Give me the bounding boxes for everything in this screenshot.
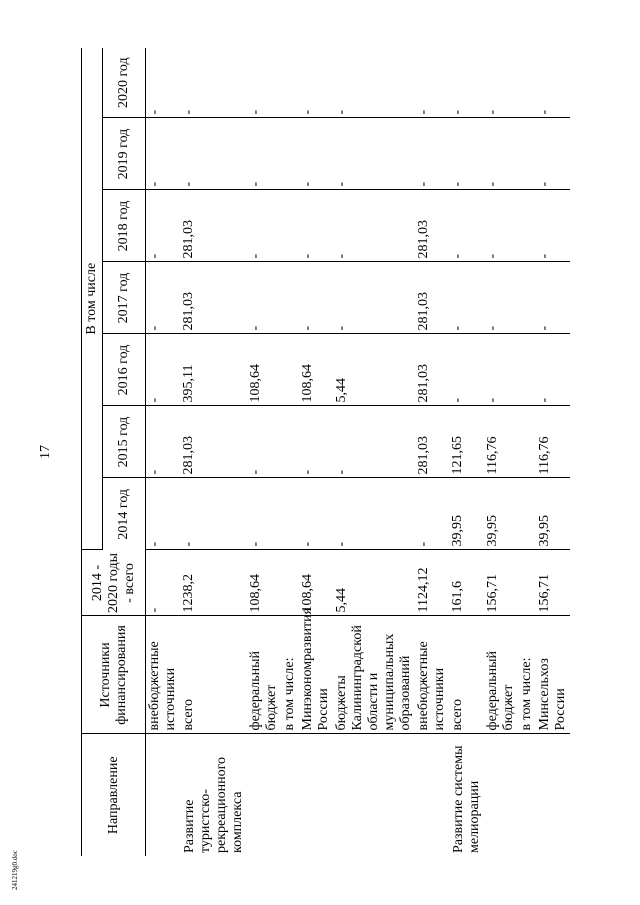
cell-year-value: - xyxy=(484,118,518,190)
table-row xyxy=(415,48,449,856)
page-number: 17 xyxy=(38,445,53,459)
cell-year-value: - xyxy=(449,48,484,118)
cell-year-value xyxy=(518,190,536,262)
cell-total: 108,64 xyxy=(247,550,281,616)
header-year-2015: 2015 год xyxy=(103,406,146,478)
cell-year-value xyxy=(518,406,536,478)
table-row xyxy=(484,48,518,856)
cell-year-value: 116,76 xyxy=(536,406,570,478)
cell-year-value: - xyxy=(536,48,570,118)
cell-year-value: - xyxy=(333,478,415,550)
cell-direction xyxy=(247,734,281,856)
cell-year-value: - xyxy=(180,478,247,550)
cell-total xyxy=(281,550,299,616)
cell-year-value xyxy=(281,478,299,550)
cell-year-value: - xyxy=(333,190,415,262)
cell-year-value: - xyxy=(146,118,181,190)
cell-year-value: - xyxy=(146,190,181,262)
cell-year-value xyxy=(281,262,299,334)
cell-year-value: - xyxy=(247,262,281,334)
cell-year-value xyxy=(281,406,299,478)
cell-source: внебюджетные источники xyxy=(415,616,449,734)
cell-year-value: - xyxy=(449,262,484,334)
cell-year-value: 281,03 xyxy=(180,406,247,478)
cell-year-value: - xyxy=(484,48,518,118)
cell-year-value: 281,03 xyxy=(180,262,247,334)
cell-year-value: - xyxy=(415,48,449,118)
cell-year-value xyxy=(518,262,536,334)
cell-source: федеральный бюджет xyxy=(247,616,281,734)
cell-direction: Развитие системы мелиорации xyxy=(451,745,482,853)
cell-total: 156,71 xyxy=(536,550,570,616)
cell-year-value: - xyxy=(146,478,181,550)
cell-year-value: - xyxy=(415,478,449,550)
cell-year-value: 108,64 xyxy=(299,334,333,406)
header-total: 2014 - 2020 годы - всего xyxy=(82,550,146,616)
cell-total: 156,71 xyxy=(484,550,518,616)
table-row xyxy=(518,48,536,856)
cell-source: Минэкономразвития России xyxy=(299,616,333,734)
cell-year-value: 108,64 xyxy=(247,334,281,406)
table-row xyxy=(299,48,333,856)
rotated-table-container xyxy=(81,48,581,856)
cell-year-value: - xyxy=(299,478,333,550)
cell-year-value: - xyxy=(536,334,570,406)
cell-total: 1238,2 xyxy=(180,550,247,616)
cell-year-value: 39,95 xyxy=(449,478,484,550)
cell-year-value: - xyxy=(180,48,247,118)
cell-source: в том числе: xyxy=(281,616,299,734)
cell-source: Минсельхоз России xyxy=(536,616,570,734)
table-row xyxy=(247,48,281,856)
cell-year-value: 39,95 xyxy=(484,478,518,550)
cell-year-value: - xyxy=(146,334,181,406)
cell-total: 108,64 xyxy=(299,550,333,616)
table-row xyxy=(146,48,181,856)
cell-year-value: - xyxy=(333,48,415,118)
cell-year-value xyxy=(518,118,536,190)
cell-year-value: - xyxy=(247,118,281,190)
cell-year-value: 281,03 xyxy=(415,406,449,478)
header-year-2017: 2017 год xyxy=(103,262,146,334)
cell-year-value: 5,44 xyxy=(333,334,415,406)
header-direction: Направление xyxy=(82,734,146,856)
cell-year-value xyxy=(281,190,299,262)
cell-year-value: - xyxy=(299,406,333,478)
cell-year-value: - xyxy=(146,48,181,118)
cell-year-value: - xyxy=(536,262,570,334)
cell-year-value xyxy=(518,334,536,406)
cell-year-value: 395,11 xyxy=(180,334,247,406)
cell-year-value xyxy=(281,334,299,406)
cell-total xyxy=(518,550,536,616)
cell-year-value: - xyxy=(299,48,333,118)
cell-year-value xyxy=(281,118,299,190)
cell-year-value xyxy=(518,48,536,118)
table-body xyxy=(146,48,571,856)
cell-year-value: - xyxy=(180,118,247,190)
cell-year-value: - xyxy=(299,190,333,262)
table-row xyxy=(449,48,484,856)
cell-direction xyxy=(281,734,299,856)
cell-total: 1124,12 xyxy=(415,550,449,616)
cell-year-value xyxy=(281,48,299,118)
cell-year-value: 39,95 xyxy=(536,478,570,550)
cell-direction xyxy=(484,734,518,856)
header-year-2018: 2018 год xyxy=(103,190,146,262)
cell-direction xyxy=(146,734,181,856)
cell-total: - xyxy=(146,550,181,616)
header-year-2020: 2020 год xyxy=(103,48,146,118)
cell-source: в том числе: xyxy=(518,616,536,734)
cell-direction xyxy=(518,734,536,856)
cell-year-value: - xyxy=(247,406,281,478)
table-row xyxy=(333,48,415,856)
cell-source: внебюджетные источники xyxy=(146,616,181,734)
footer-filename: 241219g0.doc xyxy=(11,850,19,890)
cell-year-value: - xyxy=(299,262,333,334)
cell-year-value xyxy=(518,478,536,550)
cell-year-value: - xyxy=(536,118,570,190)
cell-year-value: - xyxy=(333,118,415,190)
cell-year-value: - xyxy=(536,190,570,262)
cell-year-value: 116,76 xyxy=(484,406,518,478)
cell-year-value: - xyxy=(484,190,518,262)
cell-source: всего xyxy=(449,616,484,734)
cell-source: бюджеты Калининградской области и муниципальных образований xyxy=(333,616,415,734)
cell-year-value: - xyxy=(247,48,281,118)
header-including: В том числе xyxy=(82,48,103,550)
cell-total: 161,6 xyxy=(449,550,484,616)
cell-direction xyxy=(415,734,449,856)
cell-year-value: 281,03 xyxy=(415,262,449,334)
cell-year-value: - xyxy=(299,118,333,190)
cell-year-value: 281,03 xyxy=(415,190,449,262)
cell-year-value: - xyxy=(449,190,484,262)
table-row xyxy=(281,48,299,856)
header-year-2014: 2014 год xyxy=(103,478,146,550)
header-year-2016: 2016 год xyxy=(103,334,146,406)
cell-year-value: - xyxy=(146,262,181,334)
cell-total: 5,44 xyxy=(333,550,415,616)
header-year-2019: 2019 год xyxy=(103,118,146,190)
cell-year-value: 281,03 xyxy=(415,334,449,406)
cell-year-value: - xyxy=(415,118,449,190)
cell-year-value: 281,03 xyxy=(180,190,247,262)
cell-year-value: - xyxy=(484,262,518,334)
table-row xyxy=(536,48,570,856)
cell-year-value: - xyxy=(484,334,518,406)
cell-year-value: 121,65 xyxy=(449,406,484,478)
cell-source: федеральный бюджет xyxy=(484,616,518,734)
table-row xyxy=(180,48,247,856)
financing-table xyxy=(81,48,570,856)
cell-year-value: - xyxy=(333,262,415,334)
header-sources: Источники финансирования xyxy=(82,616,146,734)
cell-direction xyxy=(299,734,333,856)
cell-year-value: - xyxy=(247,190,281,262)
cell-direction: Развитие туристско-рекреационного комплекса xyxy=(182,757,245,853)
cell-year-value: - xyxy=(449,334,484,406)
cell-year-value: - xyxy=(247,478,281,550)
cell-direction xyxy=(536,734,570,856)
cell-year-value: - xyxy=(146,406,181,478)
cell-direction xyxy=(333,734,415,856)
cell-year-value: - xyxy=(449,118,484,190)
cell-source: всего xyxy=(180,616,247,734)
cell-year-value: - xyxy=(333,406,415,478)
